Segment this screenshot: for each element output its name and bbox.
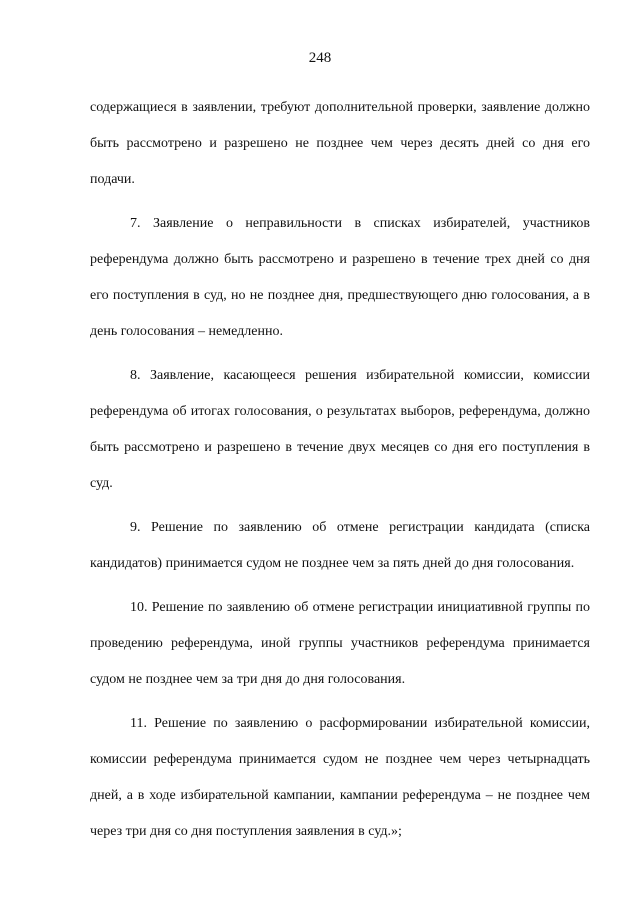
paragraph-item-7: 7. Заявление о неправильности в списках избирателей, участников референдума должно быть рассмотрено и разрешено в течение трех дней со дня его поступления в суд, но не позднее дня, предшествующего дню голосования, а в день голосования – немедленно. (90, 216, 590, 339)
page-number: 248 (308, 50, 332, 66)
paragraph-continuation: содержащиеся в заявлении, требуют дополнительной проверки, заявление должно быть рассмотрено и разрешено не позднее чем через десять дней со дня его подачи. (90, 100, 590, 187)
paragraph-item-11: 11. Решение по заявлению о расформировании избирательной комиссии, комиссии референдума принимается судом не позднее чем через четырнадцать дней, а в ходе избирательной кампании, кампании референдума – не позднее чем через три дня со дня поступления заявления в суд.»; (90, 716, 590, 839)
document-body (90, 90, 590, 858)
paragraph-item-8: 8. Заявление, касающееся решения избирательной комиссии, комиссии референдума об итогах голосования, о результатах выборов, референдума, должно быть рассмотрено и разрешено в течение двух месяцев со дня его поступления в суд. (90, 368, 590, 491)
paragraph-item-10: 10. Решение по заявлению об отмене регистрации инициативной группы по проведению референдума, иной группы участников референдума принимается судом не позднее чем за три дня до дня голосования. (90, 600, 590, 687)
paragraph-item-9: 9. Решение по заявлению об отмене регистрации кандидата (списка кандидатов) принимается судом не позднее чем за пять дней до дня голосования. (90, 520, 590, 571)
